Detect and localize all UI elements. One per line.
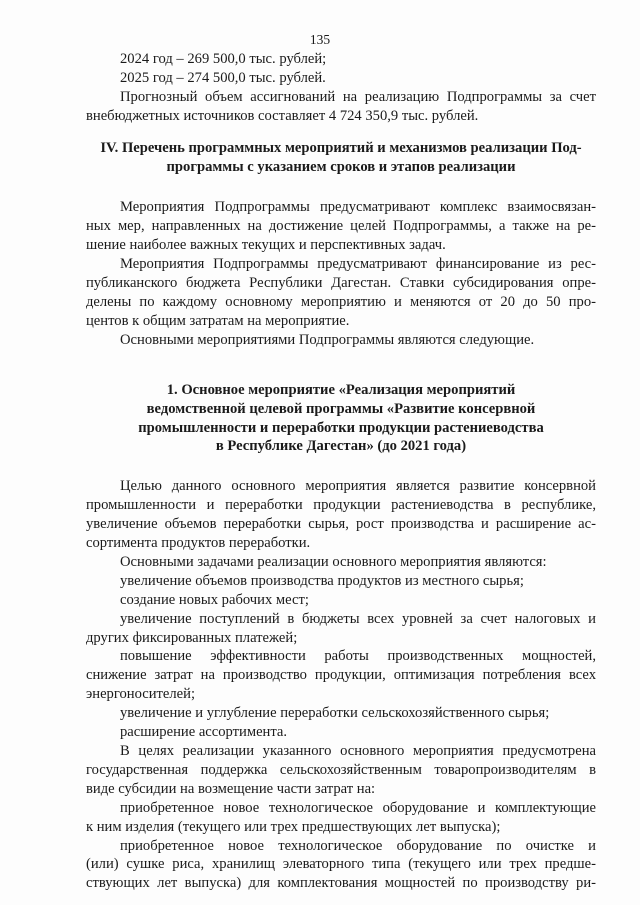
section-4-title-line-2: программы с указанием сроков и этапов реализации: [166, 158, 516, 175]
task-item: расширение ассортимента.: [120, 724, 288, 741]
text-line: государственная поддержка сельскохозяйственным товаропроизводителям в: [86, 761, 596, 778]
text-line: к ним изделия (текущего или трех предшествующих лет выпуска);: [86, 818, 501, 835]
page-number: 135: [309, 32, 331, 47]
task-item: увеличение и углубление переработки сельскохозяйственного сырья;: [120, 705, 550, 722]
tasks-intro: Основными задачами реализации основного мероприятия являются:: [120, 553, 547, 570]
text-line: приобретенное новое технологическое оборудование и комплектующие: [120, 799, 596, 816]
text-line: делены по каждому основному мероприятию и меняются от 20 до 50 про-: [86, 293, 596, 310]
text-line: виде субсидии на возмещение части затрат на:: [86, 780, 376, 797]
text-line: снижение затрат на производство продукции, оптимизация потребления всех: [86, 667, 596, 684]
measure-1-heading: [86, 381, 596, 457]
text-line: увеличение поступлений в бюджеты всех уровней за счет налоговых и: [120, 610, 596, 627]
paragraph-main-measures: Основными мероприятиями Подпрограммы являются следующие.: [120, 331, 535, 348]
measure-1-title-line: 1. Основное мероприятие «Реализация мероприятий: [166, 381, 516, 398]
task-item: создание новых рабочих мест;: [120, 591, 309, 608]
text-line: ных мер, направленных на достижение целей Подпрограммы, а также на ре-: [86, 218, 596, 235]
text-line: В целях реализации указанного основного мероприятия предусмотрена: [120, 743, 596, 759]
text-line: (или) сушке риса, хранилищ элеваторного типа (текущего или трех предше-: [86, 856, 596, 873]
paragraph-measures-complex: [86, 198, 596, 255]
task-item: [86, 610, 596, 648]
subsidy-item: [86, 799, 596, 837]
text-line: энергоносителей;: [86, 686, 196, 703]
funding-2025: 2025 год – 274 500,0 тыс. рублей.: [120, 69, 326, 86]
text-line: Целью данного основного мероприятия является развитие консервной: [120, 478, 596, 495]
text-line: промышленности и переработки продукции растениеводства в республике,: [86, 497, 596, 514]
task-item: [86, 647, 596, 704]
measure-1-title-line: промышленности и переработки продукции растениеводства: [138, 419, 544, 436]
text-line: ствующих лет выпуска) для комплектования мощностей по производству ри-: [86, 875, 596, 892]
extrabudget-line-2: внебюджетных источников составляет 4 724 350,9 тыс. рублей.: [86, 107, 479, 124]
text-line: Мероприятия Подпрограммы предусматривают финансирование из рес-: [120, 256, 596, 273]
page-content: [86, 50, 596, 893]
text-line: центов к общим затратам на мероприятие.: [86, 312, 350, 329]
text-line: повышение эффективности работы производственных мощностей,: [120, 648, 596, 665]
paragraph-subsidy: [86, 742, 596, 799]
subsidy-item: [86, 837, 596, 894]
measure-1-title-line: в Республике Дагестан» (до 2021 года): [215, 438, 467, 455]
text-line: других фиксированных платежей;: [86, 629, 298, 646]
section-4-heading: [86, 139, 596, 177]
text-line: приобретенное новое технологическое оборудование по очистке и: [120, 837, 596, 854]
paragraph-financing: [86, 255, 596, 331]
funding-2024: 2024 год – 269 500,0 тыс. рублей;: [120, 51, 327, 67]
section-4-title-line-1: IV. Перечень программных мероприятий и механизмов реализации Под-: [100, 139, 582, 156]
extrabudget-line-1: Прогнозный объем ассигнований на реализацию Подпрограммы за счет: [120, 88, 596, 105]
text-line: увеличение объемов переработки сырья, рост производства и расширение ас-: [86, 516, 596, 533]
text-line: сортимента продуктов переработки.: [86, 535, 311, 552]
measure-1-title-line: ведомственной целевой программы «Развитие консервной: [146, 400, 536, 417]
funding-list: [86, 50, 596, 126]
task-item: увеличение объемов производства продуктов из местного сырья;: [120, 572, 524, 589]
text-line: шение наиболее важных текущих и перспективных задач.: [86, 237, 446, 254]
paragraph-goal: [86, 477, 596, 553]
text-line: публиканского бюджета Республики Дагестан. Ставки субсидирования опре-: [86, 275, 596, 292]
text-line: Мероприятия Подпрограммы предусматривают комплекс взаимосвязан-: [120, 199, 596, 216]
